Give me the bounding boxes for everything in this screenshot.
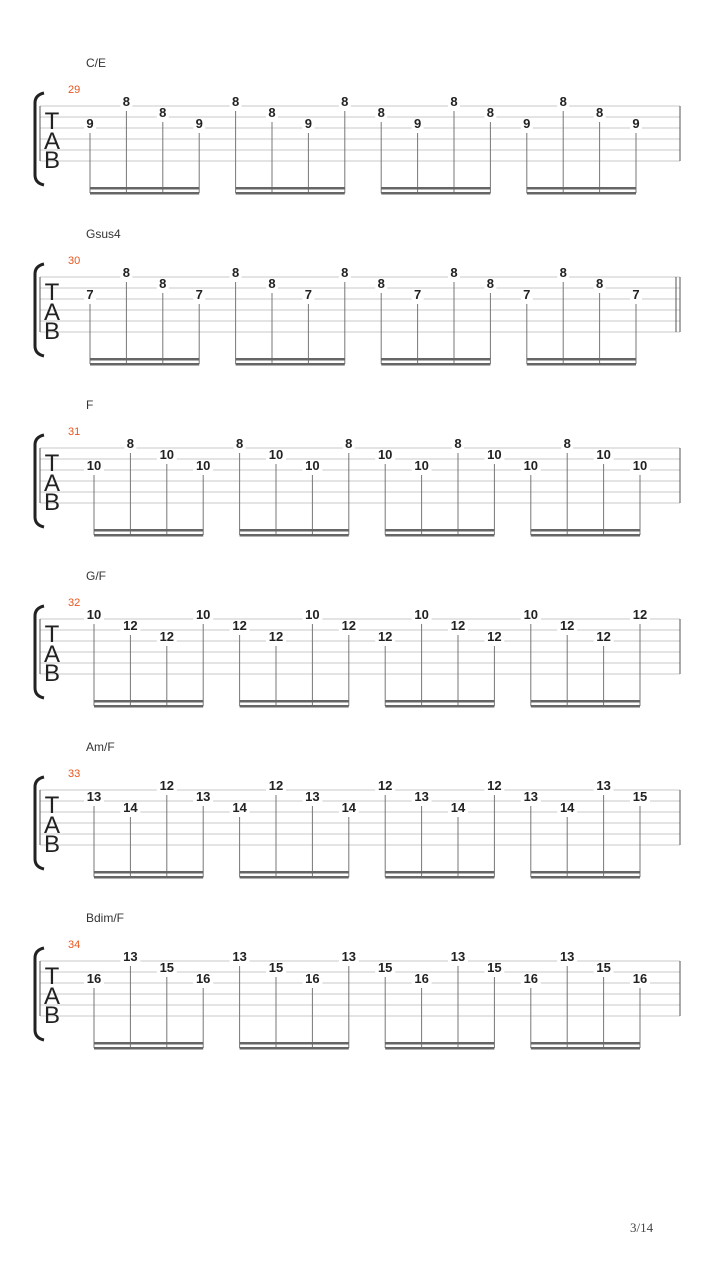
fret-number: 8 (454, 436, 462, 451)
tab-clef-letter: A (43, 128, 61, 155)
measure-number: 32 (68, 597, 81, 609)
beam-8th (531, 1047, 640, 1050)
fret-number: 10 (86, 607, 102, 622)
beam-8th (531, 534, 640, 537)
beam-8th (385, 876, 494, 879)
fret-number: 10 (523, 458, 539, 473)
beam-8th (381, 363, 490, 366)
fret-number: 7 (523, 287, 531, 302)
chord-name: F (86, 398, 94, 412)
beam-16th (527, 358, 636, 361)
fret-number: 8 (341, 94, 349, 109)
fret-number: 15 (632, 789, 648, 804)
tab-clef-letter: T (44, 621, 60, 648)
fret-number: 8 (268, 105, 276, 120)
fret-number: 10 (305, 458, 320, 473)
beam-8th (240, 876, 349, 879)
fret-number: 13 (305, 789, 320, 804)
fret-number: 8 (126, 436, 135, 451)
fret-number: 14 (341, 800, 357, 815)
fret-number: 12 (341, 618, 357, 633)
beam-16th (531, 529, 640, 532)
fret-number: 13 (195, 789, 211, 804)
beam-8th (94, 1047, 203, 1050)
fret-number: 12 (596, 629, 611, 644)
fret-number: 10 (596, 447, 611, 462)
fret-number: 13 (86, 789, 102, 804)
fret-number: 8 (559, 265, 567, 280)
fret-number: 10 (195, 458, 211, 473)
tab-clef-letter: B (43, 831, 61, 858)
fret-number: 10 (159, 447, 175, 462)
fret-number: 12 (487, 778, 502, 793)
fret-number: 12 (450, 618, 466, 633)
beam-16th (385, 871, 494, 874)
beam-8th (240, 534, 349, 537)
beam-8th (240, 1047, 349, 1050)
beam-16th (240, 1042, 349, 1045)
tab-clef-letter: T (44, 450, 60, 477)
fret-number: 14 (232, 800, 247, 815)
chord-name: Gsus4 (86, 227, 121, 241)
fret-number: 10 (268, 447, 284, 462)
fret-number: 9 (632, 116, 640, 131)
fret-number: 10 (487, 447, 502, 462)
tab-clef-letter: T (44, 279, 60, 306)
fret-number: 7 (86, 287, 94, 302)
fret-number: 8 (341, 265, 349, 280)
fret-number: 10 (86, 458, 102, 473)
fret-number: 16 (195, 971, 211, 986)
tab-clef-letter: B (43, 660, 61, 687)
beam-16th (381, 187, 490, 190)
beam-16th (531, 871, 640, 874)
fret-number: 9 (195, 116, 203, 131)
fret-number: 7 (632, 287, 640, 302)
beam-8th (94, 705, 203, 708)
fret-number: 12 (268, 629, 284, 644)
fret-number: 13 (414, 789, 429, 804)
measure-number: 30 (68, 255, 81, 267)
fret-number: 16 (414, 971, 429, 986)
tab-clef-letter: A (43, 641, 61, 668)
fret-number: 8 (377, 276, 385, 291)
fret-number: 8 (159, 276, 167, 291)
chord-name: C/E (86, 56, 107, 70)
fret-number: 13 (123, 949, 138, 964)
page-number: 3/14 (630, 1220, 654, 1235)
beam-8th (527, 192, 636, 195)
beam-8th (381, 192, 490, 195)
beam-8th (94, 534, 203, 537)
fret-number: 16 (305, 971, 320, 986)
tab-clef-letter: A (43, 299, 61, 326)
fret-number: 13 (341, 949, 357, 964)
beam-16th (90, 358, 199, 361)
measure-number: 34 (68, 939, 81, 951)
fret-number: 15 (377, 960, 393, 975)
fret-number: 10 (414, 607, 429, 622)
tab-clef-letter: T (44, 963, 60, 990)
fret-number: 14 (559, 800, 575, 815)
beam-16th (385, 700, 494, 703)
beam-8th (236, 363, 345, 366)
tab-clef-letter: T (44, 108, 60, 135)
chord-name: Bdim/F (86, 911, 125, 925)
beam-16th (381, 358, 490, 361)
fret-number: 16 (86, 971, 102, 986)
fret-number: 15 (268, 960, 284, 975)
tab-clef-letter: A (43, 983, 61, 1010)
beam-16th (90, 187, 199, 190)
measure-number: 31 (68, 426, 81, 438)
fret-number: 16 (523, 971, 539, 986)
beam-8th (236, 192, 345, 195)
fret-number: 7 (413, 287, 422, 302)
fret-number: 12 (159, 629, 175, 644)
fret-number: 8 (268, 276, 276, 291)
fret-number: 7 (304, 287, 313, 302)
fret-number: 13 (232, 949, 247, 964)
tab-clef-letter: B (43, 489, 61, 516)
fret-number: 8 (159, 105, 167, 120)
fret-number: 12 (268, 778, 284, 793)
beam-8th (527, 363, 636, 366)
beam-16th (94, 871, 203, 874)
measure-number: 29 (68, 84, 81, 96)
beam-16th (236, 187, 345, 190)
tab-clef-letter: A (43, 470, 61, 497)
fret-number: 10 (523, 607, 539, 622)
fret-number: 12 (232, 618, 247, 633)
fret-number: 13 (523, 789, 539, 804)
fret-number: 15 (596, 960, 611, 975)
fret-number: 10 (632, 458, 648, 473)
fret-number: 10 (195, 607, 211, 622)
fret-number: 12 (559, 618, 575, 633)
fret-number: 8 (345, 436, 353, 451)
fret-number: 15 (159, 960, 175, 975)
beam-8th (531, 705, 640, 708)
beam-16th (236, 358, 345, 361)
beam-8th (531, 876, 640, 879)
beam-16th (94, 700, 203, 703)
beam-16th (385, 1042, 494, 1045)
beam-8th (385, 534, 494, 537)
tab-clef-letter: A (43, 812, 61, 839)
beam-16th (240, 529, 349, 532)
fret-number: 7 (195, 287, 203, 302)
fret-number: 8 (595, 276, 604, 291)
beam-16th (531, 1042, 640, 1045)
fret-number: 8 (122, 265, 131, 280)
fret-number: 12 (377, 629, 393, 644)
fret-number: 8 (377, 105, 385, 120)
fret-number: 13 (450, 949, 466, 964)
fret-number: 10 (377, 447, 393, 462)
beam-8th (385, 705, 494, 708)
beam-16th (531, 700, 640, 703)
beam-8th (94, 876, 203, 879)
beam-16th (240, 871, 349, 874)
tab-clef-letter: T (44, 792, 60, 819)
beam-8th (385, 1047, 494, 1050)
tab-clef-letter: B (43, 318, 61, 345)
fret-number: 8 (563, 436, 571, 451)
fret-number: 8 (122, 94, 131, 109)
fret-number: 8 (595, 105, 604, 120)
fret-number: 10 (305, 607, 320, 622)
fret-number: 8 (486, 276, 495, 291)
chord-name: G/F (86, 569, 106, 583)
beam-16th (94, 1042, 203, 1045)
beam-16th (94, 529, 203, 532)
fret-number: 9 (86, 116, 94, 131)
fret-number: 9 (413, 116, 422, 131)
fret-number: 8 (235, 436, 244, 451)
beam-16th (385, 529, 494, 532)
measure-number: 33 (68, 768, 81, 780)
fret-number: 13 (596, 778, 611, 793)
fret-number: 8 (450, 94, 458, 109)
fret-number: 14 (123, 800, 138, 815)
fret-number: 8 (231, 265, 240, 280)
fret-number: 14 (450, 800, 466, 815)
fret-number: 9 (523, 116, 531, 131)
beam-8th (90, 363, 199, 366)
fret-number: 8 (559, 94, 567, 109)
fret-number: 12 (159, 778, 175, 793)
fret-number: 8 (450, 265, 458, 280)
beam-16th (240, 700, 349, 703)
fret-number: 12 (377, 778, 393, 793)
fret-number: 12 (632, 607, 648, 622)
tab-clef-letter: B (43, 147, 61, 174)
fret-number: 10 (414, 458, 429, 473)
chord-name: Am/F (86, 740, 115, 754)
fret-number: 13 (559, 949, 575, 964)
fret-number: 12 (123, 618, 138, 633)
beam-8th (90, 192, 199, 195)
beam-8th (240, 705, 349, 708)
tab-clef-letter: B (43, 1002, 61, 1029)
fret-number: 8 (231, 94, 240, 109)
fret-number: 16 (632, 971, 648, 986)
fret-number: 15 (487, 960, 502, 975)
fret-number: 12 (487, 629, 502, 644)
fret-number: 8 (486, 105, 495, 120)
fret-number: 9 (304, 116, 313, 131)
beam-16th (527, 187, 636, 190)
